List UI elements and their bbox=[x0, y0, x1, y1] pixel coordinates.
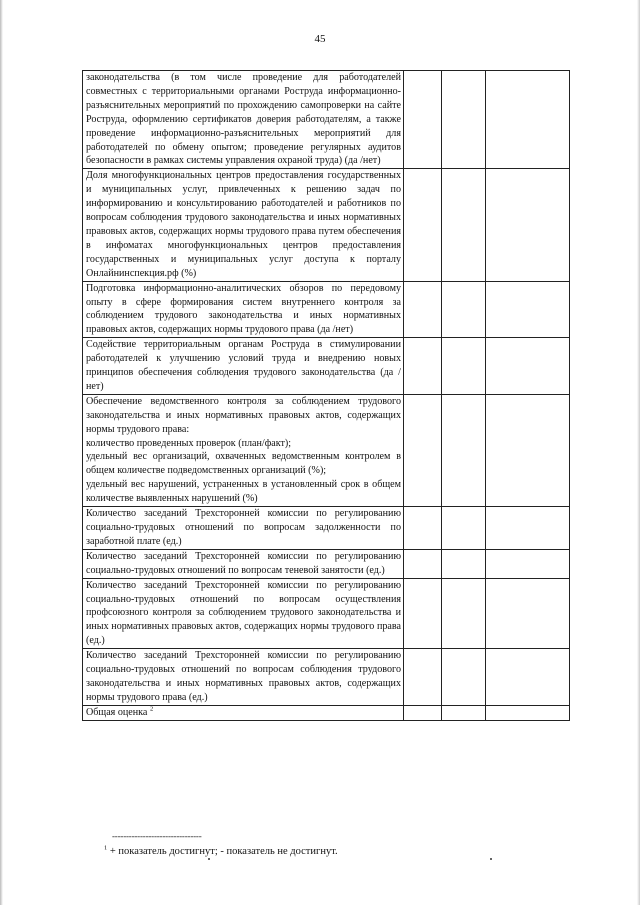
total-row bbox=[83, 705, 570, 720]
value-cell bbox=[486, 394, 570, 506]
value-cell bbox=[404, 281, 442, 338]
value-cell bbox=[442, 338, 486, 395]
indicator-text: Обеспечение ведомственного контроля за соблюдением трудового законодательства и иных нормативных правовых актов, содержащих нормы трудового права: bbox=[86, 395, 401, 435]
table-row bbox=[83, 578, 570, 649]
indicator-cell bbox=[83, 71, 404, 169]
value-cell bbox=[486, 705, 570, 720]
value-cell bbox=[486, 507, 570, 550]
value-cell bbox=[404, 549, 442, 578]
indicator-cell bbox=[83, 281, 404, 338]
table-row bbox=[83, 281, 570, 338]
page-number: 45 bbox=[314, 33, 326, 45]
value-cell bbox=[442, 649, 486, 706]
indicator-text: Количество заседаний Трехсторонней комиссии по регулированию социально-трудовых отношений по вопросам теневой занятости (ед.) bbox=[86, 550, 401, 576]
indicator-cell bbox=[83, 338, 404, 395]
total-footnote-ref: 2 bbox=[149, 705, 154, 713]
value-cell bbox=[404, 705, 442, 720]
indicator-subitem: удельный вес организаций, охваченных ведомственным контролем в общем количестве подведомственных организаций (%); bbox=[86, 451, 401, 477]
indicator-subitem: количество проведенных проверок (план/факт); bbox=[86, 437, 292, 449]
value-cell bbox=[404, 578, 442, 649]
indicator-text: Содействие территориальным органам Роструда в стимулировании работодателей к улучшению условий труда и внедрению новых принципов обеспечения соблюдения трудового законодательства (да /нет) bbox=[86, 339, 401, 392]
indicator-subitem: удельный вес нарушений, устраненных в установленный срок в общем количестве выявленных нарушений (%) bbox=[86, 479, 401, 505]
value-cell bbox=[486, 578, 570, 649]
value-cell bbox=[486, 281, 570, 338]
indicator-cell bbox=[83, 169, 404, 281]
indicator-cell bbox=[83, 578, 404, 649]
value-cell bbox=[486, 71, 570, 169]
indicator-text: законодательства (в том числе проведение для работодателей совместных с территориальными органами Роструда информационно-разъяснительных мероприятий по прохождению самопроверки на сайте Роструда, оформлению сертификатов доверия работодателям, а также проведение информационно-разъяснительных мероприятий для работодателей по обмену опытом; проведение регулярных аудитов безопасности в рамках системы управления охраной труда) (да /нет) bbox=[86, 72, 401, 167]
value-cell bbox=[486, 649, 570, 706]
indicator-cell bbox=[83, 507, 404, 550]
indicator-cell bbox=[83, 394, 404, 506]
value-cell bbox=[442, 394, 486, 506]
value-cell bbox=[404, 338, 442, 395]
value-cell bbox=[442, 169, 486, 281]
indicators-table bbox=[82, 70, 570, 721]
value-cell bbox=[486, 338, 570, 395]
total-label: Общая оценка bbox=[86, 706, 148, 718]
indicator-text: Подготовка информационно-аналитических обзоров по передовому опыту в сфере формирования систем внутреннего контроля за соблюдением трудового законодательства и иных нормативных правовых актов, содержащих нормы трудового права (да /нет) bbox=[86, 282, 401, 336]
total-label-cell bbox=[83, 705, 404, 720]
indicator-cell bbox=[83, 649, 404, 706]
table-row bbox=[83, 507, 570, 550]
table-row bbox=[83, 169, 570, 281]
value-cell bbox=[486, 169, 570, 281]
value-cell bbox=[404, 394, 442, 506]
value-cell bbox=[442, 705, 486, 720]
value-cell bbox=[442, 578, 486, 649]
footnote-text: + показатель достигнут; - показатель не достигнут. bbox=[107, 846, 338, 857]
footnote-marker: 1 bbox=[104, 844, 108, 852]
indicator-text: Количество заседаний Трехсторонней комиссии по регулированию социально-трудовых отношений по вопросам осуществления профсоюзного контроля за соблюдением трудового законодательства и иных нормативных правовых актов, содержащих нормы трудового права (ед.) bbox=[86, 579, 401, 647]
value-cell bbox=[442, 549, 486, 578]
footnote-separator: -------------------------------- bbox=[112, 831, 202, 841]
table-row bbox=[83, 549, 570, 578]
value-cell bbox=[442, 507, 486, 550]
value-cell bbox=[404, 649, 442, 706]
table-row bbox=[83, 394, 570, 506]
indicator-text: Доля многофункциональных центров предоставления государственных и муниципальных услуг, привлеченных к решению задач по информированию и консультированию работодателей и работников по вопросам соблюдения трудового законодательства и иных нормативных правовых актов, содержащих нормы трудового права путем обеспечения в инфоматах многофункциональных центров предоставления государственных и муниципальных услуг доступа к порталу Онлайнинспекция.рф (%) bbox=[86, 170, 401, 279]
indicator-text: Количество заседаний Трехсторонней комиссии по регулированию социально-трудовых отношений по вопросам задолженности по заработной плате (ед.) bbox=[86, 508, 401, 547]
scan-edge-left bbox=[0, 0, 3, 905]
value-cell bbox=[442, 281, 486, 338]
table-row bbox=[83, 71, 570, 169]
indicator-text: Количество заседаний Трехсторонней комиссии по регулированию социально-трудовых отношений по вопросам соблюдения трудового законодательства и иных нормативных правовых актов, содержащих нормы трудового права (ед.) bbox=[86, 650, 401, 703]
table-row bbox=[83, 649, 570, 706]
scan-speck bbox=[490, 858, 492, 860]
value-cell bbox=[486, 549, 570, 578]
indicator-cell bbox=[83, 549, 404, 578]
value-cell bbox=[404, 169, 442, 281]
value-cell bbox=[404, 507, 442, 550]
value-cell bbox=[404, 71, 442, 169]
table-row bbox=[83, 338, 570, 395]
footnote bbox=[104, 846, 338, 857]
scan-speck bbox=[208, 858, 210, 860]
value-cell bbox=[442, 71, 486, 169]
